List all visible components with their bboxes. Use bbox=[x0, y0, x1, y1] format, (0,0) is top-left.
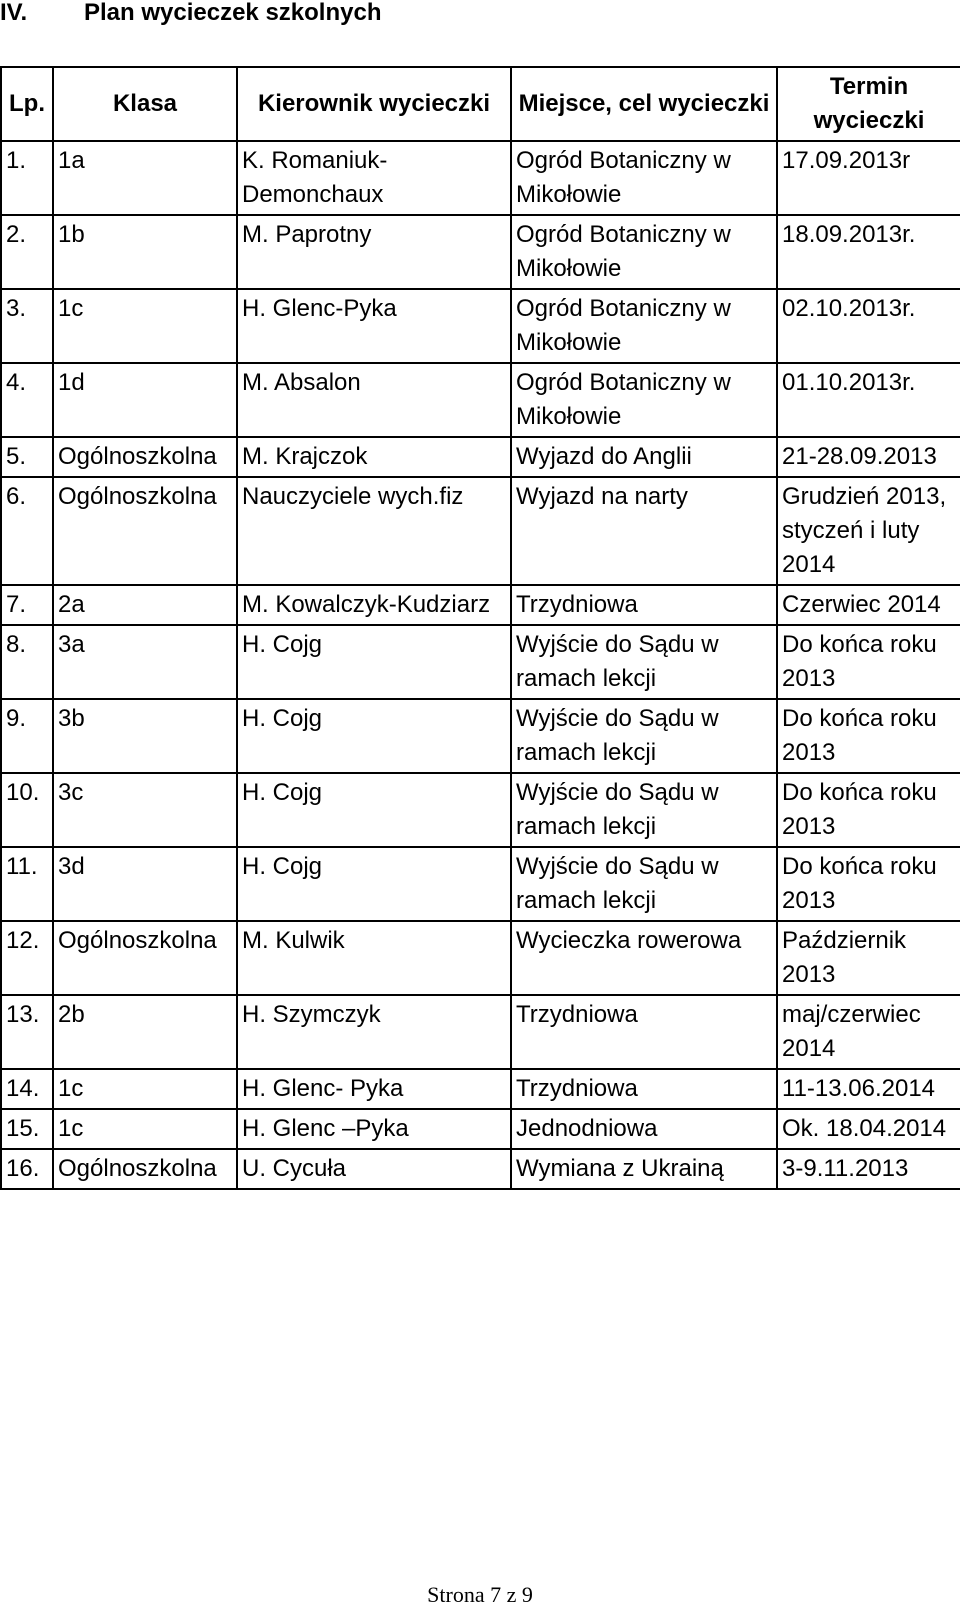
cell-text-klasa: 2b bbox=[58, 1001, 85, 1028]
table-row bbox=[1, 921, 960, 995]
cell-kierownik bbox=[237, 215, 511, 289]
cell-miejsce bbox=[511, 215, 777, 289]
cell-miejsce bbox=[511, 289, 777, 363]
cell-termin bbox=[777, 289, 960, 363]
cell-klasa bbox=[53, 585, 237, 625]
cell-text-klasa: 3c bbox=[58, 779, 84, 806]
cell-termin bbox=[777, 437, 960, 477]
cell-text-kierownik: H. Cojg bbox=[242, 779, 323, 806]
cell-text-kierownik: M. Paprotny bbox=[242, 221, 372, 248]
cell-lp bbox=[1, 1149, 53, 1189]
cell-text-lp: 6. bbox=[6, 483, 27, 510]
cell-miejsce bbox=[511, 773, 777, 847]
cell-text-kierownik: Nauczyciele wych.fiz bbox=[242, 483, 464, 510]
cell-lp bbox=[1, 1109, 53, 1149]
cell-miejsce bbox=[511, 847, 777, 921]
cell-klasa bbox=[53, 1109, 237, 1149]
cell-kierownik bbox=[237, 699, 511, 773]
cell-text-miejsce: Ogród Botaniczny w Mikołowie bbox=[516, 295, 731, 356]
cell-klasa bbox=[53, 625, 237, 699]
cell-text-lp: 1. bbox=[6, 147, 27, 174]
cell-text-termin: 11-13.06.2014 bbox=[782, 1075, 936, 1102]
cell-text-lp: 3. bbox=[6, 295, 27, 322]
table-row bbox=[1, 847, 960, 921]
cell-klasa bbox=[53, 477, 237, 585]
cell-klasa bbox=[53, 847, 237, 921]
cell-text-miejsce: Trzydniowa bbox=[516, 1075, 638, 1102]
cell-miejsce bbox=[511, 585, 777, 625]
cell-termin bbox=[777, 1069, 960, 1109]
cell-lp bbox=[1, 141, 53, 215]
cell-lp bbox=[1, 1069, 53, 1109]
cell-text-miejsce: Wycieczka rowerowa bbox=[516, 927, 742, 954]
cell-lp bbox=[1, 585, 53, 625]
cell-text-klasa: 3d bbox=[58, 853, 85, 880]
cell-text-lp: 12. bbox=[6, 927, 40, 954]
header-miejsce: Miejsce, cel wycieczki bbox=[511, 67, 777, 141]
cell-text-kierownik: M. Kowalczyk-Kudziarz bbox=[242, 591, 491, 618]
cell-kierownik bbox=[237, 289, 511, 363]
section-number: IV. bbox=[0, 0, 28, 26]
trips-table bbox=[0, 66, 960, 1190]
cell-text-lp: 15. bbox=[6, 1115, 40, 1142]
cell-miejsce bbox=[511, 921, 777, 995]
cell-miejsce bbox=[511, 437, 777, 477]
cell-text-miejsce: Trzydniowa bbox=[516, 1001, 638, 1028]
cell-miejsce bbox=[511, 141, 777, 215]
cell-kierownik bbox=[237, 1069, 511, 1109]
cell-lp bbox=[1, 215, 53, 289]
cell-termin bbox=[777, 477, 960, 585]
cell-termin bbox=[777, 699, 960, 773]
cell-klasa bbox=[53, 141, 237, 215]
table-row bbox=[1, 215, 960, 289]
cell-text-kierownik: H. Cojg bbox=[242, 631, 323, 658]
section-heading bbox=[0, 0, 381, 28]
cell-kierownik bbox=[237, 437, 511, 477]
cell-termin bbox=[777, 773, 960, 847]
table-row bbox=[1, 1069, 960, 1109]
cell-text-kierownik: H. Cojg bbox=[242, 705, 323, 732]
cell-lp bbox=[1, 773, 53, 847]
cell-text-termin: Październik 2013 bbox=[782, 927, 907, 988]
cell-termin bbox=[777, 215, 960, 289]
cell-termin bbox=[777, 141, 960, 215]
cell-text-miejsce: Ogród Botaniczny w Mikołowie bbox=[516, 147, 731, 208]
header-termin: Termin wycieczki bbox=[777, 67, 960, 141]
table-row bbox=[1, 477, 960, 585]
cell-lp bbox=[1, 847, 53, 921]
cell-text-miejsce: Wymiana z Ukrainą bbox=[516, 1155, 724, 1182]
cell-text-miejsce: Trzydniowa bbox=[516, 591, 638, 618]
table-row bbox=[1, 289, 960, 363]
header-kierownik: Kierownik wycieczki bbox=[237, 67, 511, 141]
cell-klasa bbox=[53, 437, 237, 477]
cell-text-klasa: 3a bbox=[58, 631, 85, 658]
cell-text-lp: 7. bbox=[6, 591, 27, 618]
cell-text-miejsce: Ogród Botaniczny w Mikołowie bbox=[516, 221, 731, 282]
cell-kierownik bbox=[237, 773, 511, 847]
cell-text-kierownik: H. Szymczyk bbox=[242, 1001, 381, 1028]
cell-text-kierownik: H. Glenc- Pyka bbox=[242, 1075, 404, 1102]
table-header-row bbox=[1, 67, 960, 141]
page-footer: Strona 7 z 9 bbox=[427, 1582, 533, 1607]
cell-termin bbox=[777, 363, 960, 437]
cell-lp bbox=[1, 921, 53, 995]
cell-kierownik bbox=[237, 141, 511, 215]
cell-text-termin: maj/czerwiec 2014 bbox=[782, 1001, 921, 1062]
table-row bbox=[1, 585, 960, 625]
cell-miejsce bbox=[511, 1109, 777, 1149]
cell-kierownik bbox=[237, 921, 511, 995]
cell-klasa bbox=[53, 921, 237, 995]
cell-text-termin: 17.09.2013r bbox=[782, 147, 911, 174]
cell-text-termin: Do końca roku 2013 bbox=[782, 779, 937, 840]
table-row bbox=[1, 141, 960, 215]
cell-termin bbox=[777, 995, 960, 1069]
cell-text-kierownik: U. Cycuła bbox=[242, 1155, 347, 1182]
cell-text-lp: 11. bbox=[6, 853, 38, 880]
cell-lp bbox=[1, 699, 53, 773]
cell-kierownik bbox=[237, 477, 511, 585]
cell-text-klasa: 2a bbox=[58, 591, 85, 618]
cell-text-miejsce: Wyjście do Sądu w ramach lekcji bbox=[516, 853, 719, 914]
cell-text-termin: Do końca roku 2013 bbox=[782, 853, 937, 914]
cell-text-klasa: 1d bbox=[58, 369, 85, 396]
cell-miejsce bbox=[511, 625, 777, 699]
section-title: Plan wycieczek szkolnych bbox=[84, 0, 382, 26]
cell-text-termin: Grudzień 2013, styczeń i luty 2014 bbox=[782, 483, 947, 578]
cell-text-termin: 02.10.2013r. bbox=[782, 295, 916, 322]
cell-miejsce bbox=[511, 363, 777, 437]
cell-kierownik bbox=[237, 995, 511, 1069]
cell-text-klasa: 1a bbox=[58, 147, 85, 174]
cell-text-termin: 21-28.09.2013 bbox=[782, 443, 937, 470]
table-row bbox=[1, 437, 960, 477]
cell-kierownik bbox=[237, 1109, 511, 1149]
cell-klasa bbox=[53, 773, 237, 847]
cell-termin bbox=[777, 1149, 960, 1189]
cell-klasa bbox=[53, 363, 237, 437]
cell-klasa bbox=[53, 215, 237, 289]
cell-kierownik bbox=[237, 847, 511, 921]
cell-klasa bbox=[53, 995, 237, 1069]
cell-text-klasa: Ogólnoszkolna bbox=[58, 927, 217, 954]
cell-text-lp: 8. bbox=[6, 631, 27, 658]
cell-lp bbox=[1, 995, 53, 1069]
cell-text-kierownik: M. Krajczok bbox=[242, 443, 368, 470]
cell-termin bbox=[777, 625, 960, 699]
cell-text-termin: Ok. 18.04.2014 bbox=[782, 1115, 947, 1142]
cell-klasa bbox=[53, 1069, 237, 1109]
cell-termin bbox=[777, 1109, 960, 1149]
table-row bbox=[1, 995, 960, 1069]
cell-text-klasa: 1c bbox=[58, 295, 84, 322]
cell-text-miejsce: Jednodniowa bbox=[516, 1115, 658, 1142]
cell-klasa bbox=[53, 289, 237, 363]
cell-lp bbox=[1, 477, 53, 585]
cell-text-klasa: Ogólnoszkolna bbox=[58, 443, 217, 470]
cell-kierownik bbox=[237, 585, 511, 625]
cell-text-klasa: 1b bbox=[58, 221, 85, 248]
cell-text-klasa: 1c bbox=[58, 1075, 84, 1102]
cell-text-kierownik: M. Absalon bbox=[242, 369, 361, 396]
cell-text-miejsce: Wyjazd na narty bbox=[516, 483, 688, 510]
cell-text-termin: Czerwiec 2014 bbox=[782, 591, 941, 618]
cell-text-kierownik: H. Glenc-Pyka bbox=[242, 295, 397, 322]
cell-miejsce bbox=[511, 699, 777, 773]
cell-text-kierownik: K. Romaniuk-Demonchaux bbox=[242, 147, 388, 208]
cell-miejsce bbox=[511, 995, 777, 1069]
cell-text-lp: 5. bbox=[6, 443, 27, 470]
cell-text-kierownik: M. Kulwik bbox=[242, 927, 345, 954]
cell-text-miejsce: Ogród Botaniczny w Mikołowie bbox=[516, 369, 731, 430]
cell-text-klasa: 1c bbox=[58, 1115, 84, 1142]
cell-text-lp: 16. bbox=[6, 1155, 40, 1182]
cell-text-klasa: Ogólnoszkolna bbox=[58, 483, 217, 510]
cell-text-termin: 18.09.2013r. bbox=[782, 221, 916, 248]
cell-text-lp: 14. bbox=[6, 1075, 40, 1102]
cell-text-miejsce: Wyjście do Sądu w ramach lekcji bbox=[516, 631, 719, 692]
cell-text-lp: 9. bbox=[6, 705, 27, 732]
cell-text-miejsce: Wyjście do Sądu w ramach lekcji bbox=[516, 705, 719, 766]
cell-lp bbox=[1, 437, 53, 477]
cell-text-klasa: 3b bbox=[58, 705, 85, 732]
cell-termin bbox=[777, 847, 960, 921]
table-row bbox=[1, 1149, 960, 1189]
table-row bbox=[1, 363, 960, 437]
table-row bbox=[1, 1109, 960, 1149]
cell-text-klasa: Ogólnoszkolna bbox=[58, 1155, 217, 1182]
cell-lp bbox=[1, 289, 53, 363]
cell-text-kierownik: H. Glenc –Pyka bbox=[242, 1115, 409, 1142]
cell-miejsce bbox=[511, 1149, 777, 1189]
cell-text-lp: 10. bbox=[6, 779, 40, 806]
cell-text-miejsce: Wyjście do Sądu w ramach lekcji bbox=[516, 779, 719, 840]
cell-text-termin: 01.10.2013r. bbox=[782, 369, 916, 396]
cell-klasa bbox=[53, 699, 237, 773]
cell-text-lp: 13. bbox=[6, 1001, 40, 1028]
header-lp: Lp. bbox=[1, 67, 53, 141]
cell-text-termin: 3-9.11.2013 bbox=[782, 1155, 909, 1182]
cell-miejsce bbox=[511, 477, 777, 585]
cell-text-termin: Do końca roku 2013 bbox=[782, 705, 937, 766]
table-row bbox=[1, 699, 960, 773]
cell-text-miejsce: Wyjazd do Anglii bbox=[516, 443, 692, 470]
cell-text-lp: 2. bbox=[6, 221, 27, 248]
cell-kierownik bbox=[237, 625, 511, 699]
cell-text-termin: Do końca roku 2013 bbox=[782, 631, 937, 692]
cell-kierownik bbox=[237, 363, 511, 437]
table-row bbox=[1, 625, 960, 699]
cell-kierownik bbox=[237, 1149, 511, 1189]
cell-lp bbox=[1, 625, 53, 699]
cell-miejsce bbox=[511, 1069, 777, 1109]
cell-lp bbox=[1, 363, 53, 437]
cell-termin bbox=[777, 585, 960, 625]
cell-termin bbox=[777, 921, 960, 995]
cell-klasa bbox=[53, 1149, 237, 1189]
header-klasa: Klasa bbox=[53, 67, 237, 141]
cell-text-kierownik: H. Cojg bbox=[242, 853, 323, 880]
table-row bbox=[1, 773, 960, 847]
cell-text-lp: 4. bbox=[6, 369, 27, 396]
